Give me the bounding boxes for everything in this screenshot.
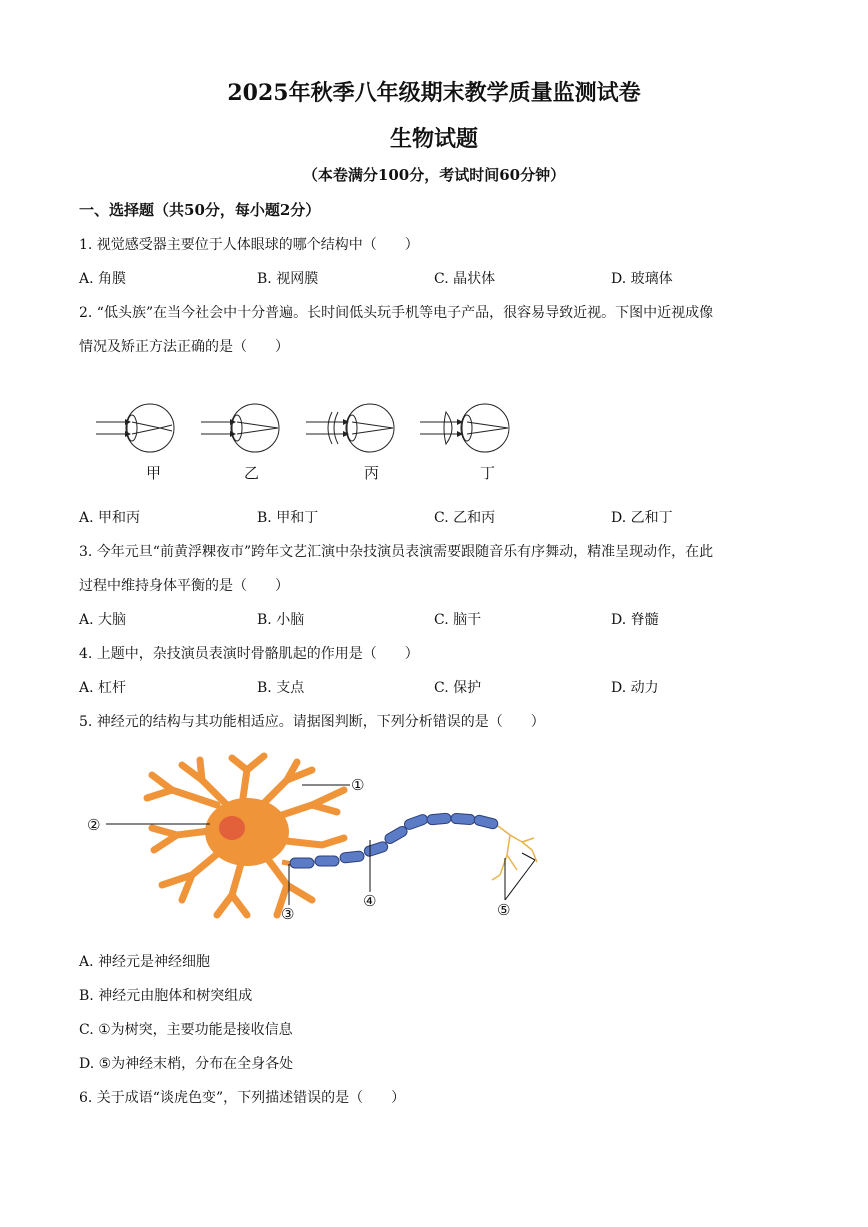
neuron-myelin-sheath	[290, 813, 499, 868]
exam-note: （本卷满分100分，考试时间60分钟）	[302, 166, 566, 184]
neuron-nucleus	[219, 816, 245, 840]
q3-option-d[interactable]: D. 脊髓	[611, 612, 659, 628]
eye-diagrams-figure	[90, 398, 520, 490]
section-heading: 一、选择题（共50分，每小题2分）	[79, 201, 321, 219]
eye-label-bing: 丙	[364, 464, 380, 482]
q3-option-a[interactable]: A. 大脑	[79, 612, 127, 628]
q2-option-a[interactable]: A. 甲和丙	[79, 510, 141, 526]
q1-option-b[interactable]: B. 视网膜	[257, 271, 319, 287]
eye-diagram-jia	[96, 404, 174, 452]
q2-option-c[interactable]: C. 乙和丙	[434, 510, 496, 526]
q2-option-d[interactable]: D. 乙和丁	[611, 510, 673, 526]
neuron-cell-body	[205, 798, 289, 866]
question-1-stem: 1. 视觉感受器主要位于人体眼球的哪个结构中（ ）	[79, 237, 419, 253]
question-2-stem-line1: 2. “低头族”在当今社会中十分普遍。长时间低头玩手机等电子产品，很容易导致近视。下图中近视成像	[79, 305, 714, 321]
eye-label-ding: 丁	[480, 464, 496, 482]
subject-title: 生物试题	[389, 126, 478, 152]
neuron-label-2: ②	[87, 816, 101, 834]
eye-label-yi: 乙	[244, 464, 260, 482]
neuron-axon-terminals	[492, 826, 537, 880]
q5-option-c[interactable]: C. ①为树突，主要功能是接收信息	[79, 1022, 293, 1038]
q4-option-c[interactable]: C. 保护	[434, 680, 482, 696]
neuron-figure	[82, 750, 552, 925]
neuron-label-1: ①	[351, 776, 365, 794]
q2-option-b[interactable]: B. 甲和丁	[257, 510, 319, 526]
question-3-stem-line2: 过程中维持身体平衡的是（ ）	[79, 578, 289, 594]
q4-option-b[interactable]: B. 支点	[257, 680, 305, 696]
q3-option-c[interactable]: C. 脑干	[434, 612, 482, 628]
q5-option-b[interactable]: B. 神经元由胞体和树突组成	[79, 988, 253, 1004]
q1-option-c[interactable]: C. 晶状体	[434, 271, 496, 287]
q4-option-a[interactable]: A. 杠杆	[79, 680, 127, 696]
question-3-stem-line1: 3. 今年元旦“前黄浮粿夜市”跨年文艺汇演中杂技演员表演需要跟随音乐有序舞动，精准呈现动作，在此	[79, 544, 714, 560]
question-2-stem-line2: 情况及矫正方法正确的是（ ）	[79, 339, 289, 355]
question-4-stem: 4. 上题中，杂技演员表演时骨骼肌起的作用是（ ）	[79, 646, 419, 662]
q5-option-d[interactable]: D. ⑤为神经末梢，分布在全身各处	[79, 1056, 294, 1072]
neuron-label-4: ④	[363, 892, 377, 910]
exam-title: 2025年秋季八年级期末教学质量监测试卷	[227, 80, 641, 106]
q1-option-a[interactable]: A. 角膜	[79, 271, 127, 287]
eye-label-jia: 甲	[146, 464, 162, 482]
question-5-stem: 5. 神经元的结构与其功能相适应。请据图判断，下列分析错误的是（ ）	[79, 714, 545, 730]
q1-option-d[interactable]: D. 玻璃体	[611, 271, 673, 287]
neuron-label-3: ③	[281, 905, 295, 923]
eye-diagram-bing	[306, 404, 394, 452]
q4-option-d[interactable]: D. 动力	[611, 680, 659, 696]
eye-diagram-yi	[201, 404, 279, 452]
neuron-label-5: ⑤	[497, 901, 511, 919]
question-6-stem: 6. 关于成语“谈虎色变”，下列描述错误的是（ ）	[79, 1090, 406, 1106]
q5-option-a[interactable]: A. 神经元是神经细胞	[79, 954, 211, 970]
eye-diagram-ding	[420, 404, 509, 452]
q3-option-b[interactable]: B. 小脑	[257, 612, 305, 628]
